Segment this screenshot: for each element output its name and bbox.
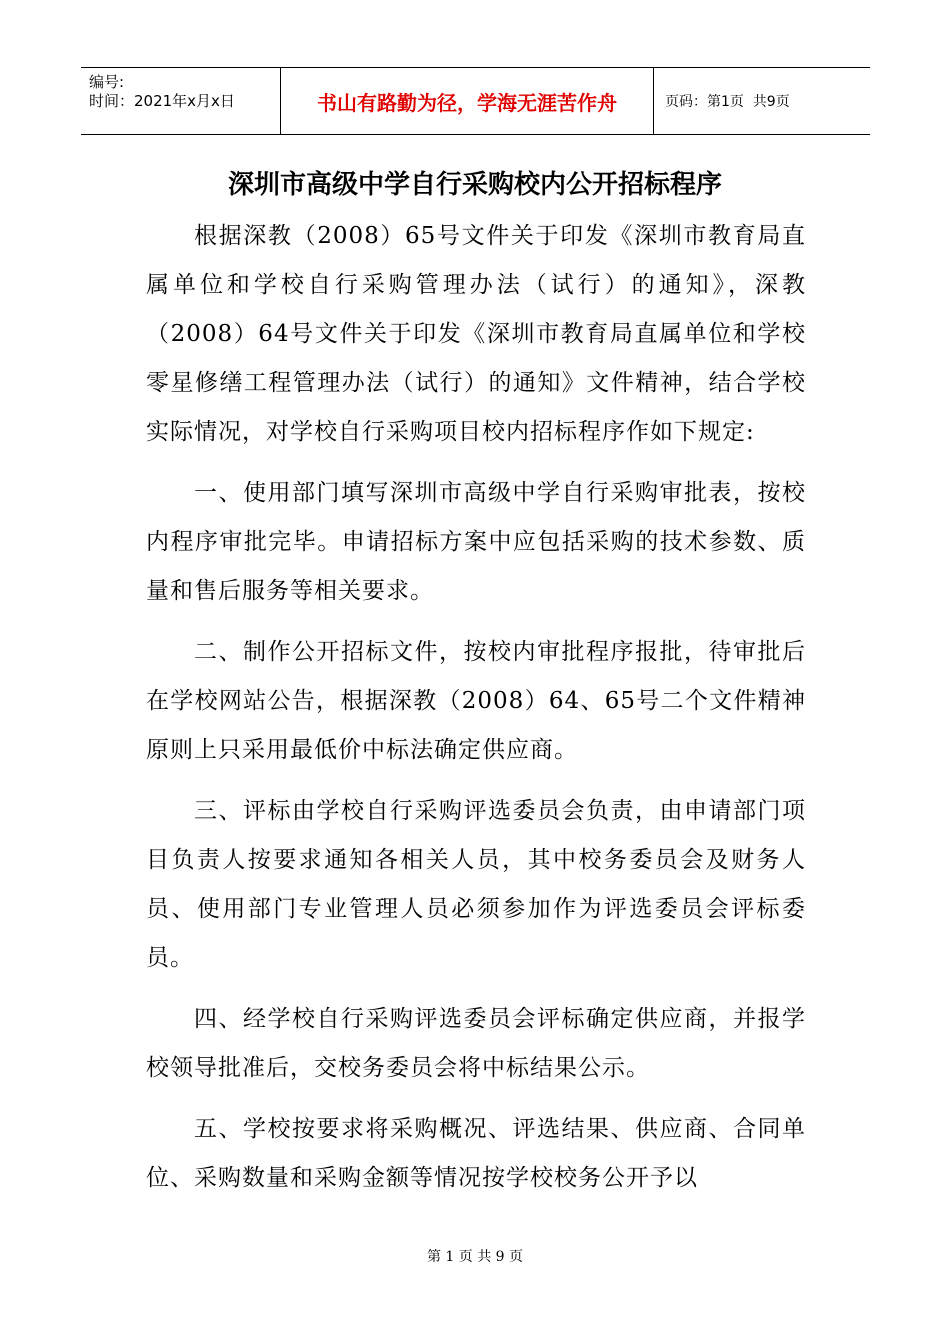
header-motto-cell: [281, 68, 654, 134]
page-info: 页码：第1页 共9页: [665, 94, 790, 110]
document-body: [146, 212, 806, 1203]
number-label: 编号:: [89, 73, 125, 91]
header-page-cell: [654, 68, 870, 134]
paragraph-3: 三、评标由学校自行采购评选委员会负责，由申请部门项目负责人按要求通知各相关人员，其中校务委员会及财务人员、使用部门专业管理人员必须参加作为评选委员会评标委员。: [146, 798, 806, 971]
header-table: [81, 67, 870, 135]
paragraph-2: 二、制作公开招标文件，按校内审批程序报批，待审批后在学校网站公告，根据深教（2008）64、65号二个文件精神原则上只采用最低价中标法确定供应商。: [146, 639, 806, 763]
paragraph-intro: 根据深教（2008）65号文件关于印发《深圳市教育局直属单位和学校自行采购管理办法（试行）的通知》，深教（2008）64号文件关于印发《深圳市教育局直属单位和学校零星修缮工程管理办法（试行）的通知》文件精神，结合学校实际情况，对学校自行采购项目校内招标程序作如下规定:: [146, 223, 806, 445]
document-title: 深圳市高级中学自行采购校内公开招标程序: [227, 170, 722, 200]
paragraph-4: 四、经学校自行采购评选委员会评标确定供应商，并报学校领导批准后，交校务委员会将中标结果公示。: [146, 1006, 806, 1081]
paragraph-5: 五、学校按要求将采购概况、评选结果、供应商、合同单位、采购数量和采购金额等情况按学校校务公开予以: [146, 1116, 806, 1191]
header-meta-cell: [81, 68, 281, 134]
motto: 书山有路勤为径，学海无涯苦作舟: [317, 90, 617, 115]
date-label: 时间：2021年x月x日: [89, 92, 235, 110]
page-footer: 第 1 页 共 9 页: [426, 1249, 524, 1265]
paragraph-1: 一、使用部门填写深圳市高级中学自行采购审批表，按校内程序审批完毕。申请招标方案中应包括采购的技术参数、质量和售后服务等相关要求。: [146, 480, 806, 604]
